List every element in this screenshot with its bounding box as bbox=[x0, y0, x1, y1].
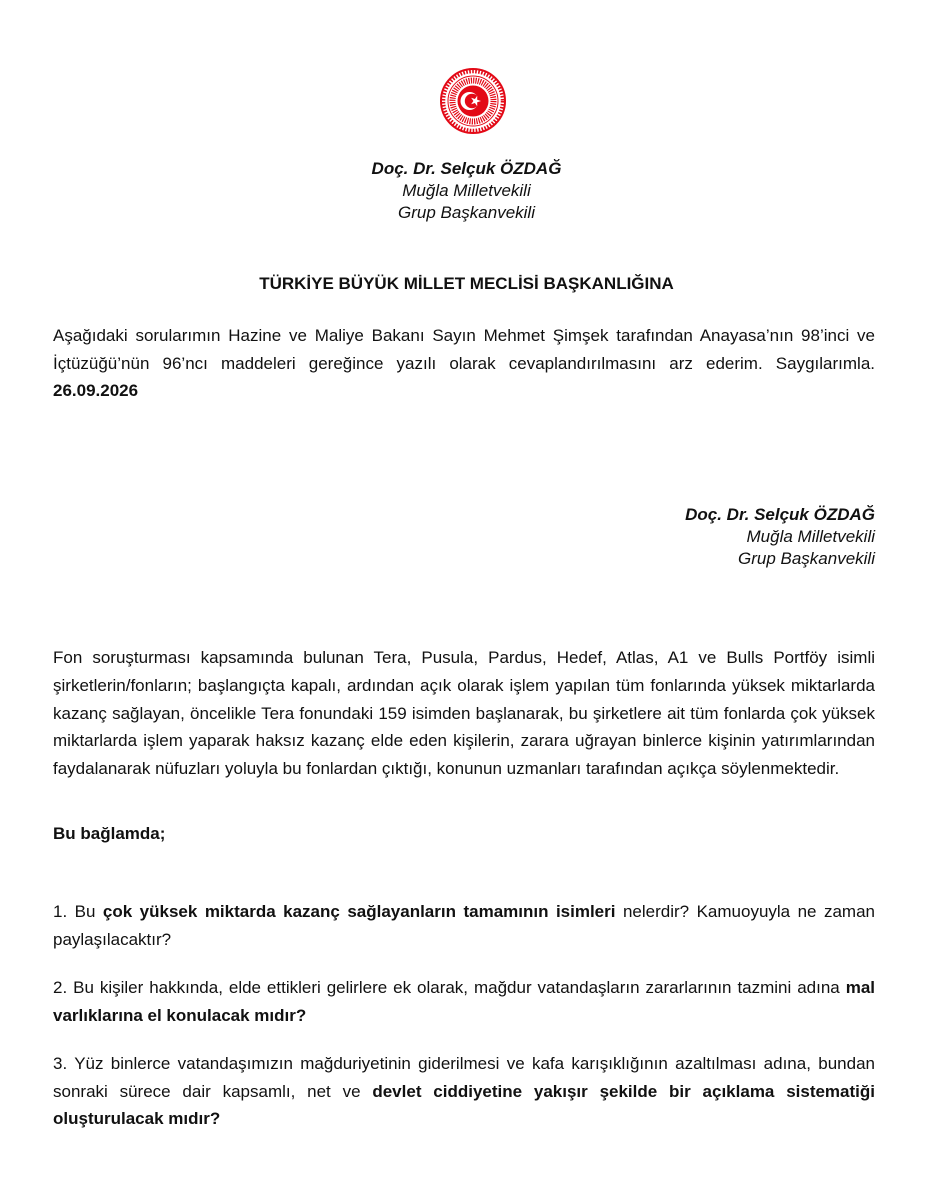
question-3 bbox=[53, 1050, 875, 1133]
signature-block bbox=[685, 504, 875, 570]
question-emphasis: devlet ciddiyetine yakışır şekilde bir açıklama sistematiği oluşturulacak mıdır? bbox=[53, 1081, 875, 1128]
header-name: Doç. Dr. Selçuk ÖZDAĞ bbox=[371, 159, 562, 178]
recipient-heading: TÜRKİYE BÜYÜK MİLLET MECLİSİ BAŞKANLIĞINA bbox=[259, 274, 674, 293]
question-text: 2. Bu kişiler hakkında, elde ettikleri gelirlere ek olarak, mağdur vatandaşların zararlarının tazmini adına bbox=[53, 978, 846, 997]
body-paragraph: Fon soruşturması kapsamında bulunan Tera, Pusula, Pardus, Hedef, Atlas, A1 ve Bulls Portföy isimli şirketlerin/fonların; başlangıçta kapalı, ardından açık olarak işlem yapılan tüm fonlarında yüksek miktarlarda kazanç sağlayan, öncelikle Tera fonundaki 159 isimden başlanarak, bu şirketlere ait tüm fonlarda çok yüksek miktarlarda işlem yaparak haksız kazanç elde eden kişilerin, zarara uğrayan binlerce kişinin yatırımlarından faydalanarak nüfuzları yoluyla bu fonlardan çıktığı, konunun uzmanları tarafından açıkça söylenmektedir. bbox=[53, 648, 875, 779]
signature-title: Grup Başkanvekili bbox=[737, 549, 875, 568]
intro-text: Aşağıdaki sorularımın Hazine ve Maliye Bakanı Sayın Mehmet Şimşek tarafından Anayasa’nın 98’inci ve İçtüzüğü’nün 96’ncı maddeleri gereğince yazılı olarak cevaplandırılmasını arz ederim. Saygılarımla. bbox=[53, 326, 875, 373]
context-label: Bu bağlamda; bbox=[53, 824, 166, 843]
header-block bbox=[0, 158, 933, 224]
question-text: 1. Bu bbox=[53, 902, 103, 921]
question-emphasis: çok yüksek miktarda kazanç sağlayanların tamamının isimleri bbox=[102, 902, 616, 921]
intro-paragraph bbox=[53, 322, 875, 405]
header-role: Muğla Milletvekili bbox=[402, 181, 531, 200]
intro-date: 26.09.2026 bbox=[53, 381, 139, 400]
question-text: 3. Yüz binlerce vatandaşımızın mağduriyetinin giderilmesi ve kafa karışıklığının azaltılması adına, bundan sonraki sürece dair kapsamlı, net ve bbox=[53, 1054, 875, 1101]
signature-role: Muğla Milletvekili bbox=[746, 527, 875, 546]
question-emphasis: mal varlıklarına el konulacak mıdır? bbox=[53, 978, 875, 1025]
tbmm-seal-icon bbox=[440, 68, 506, 134]
question-2 bbox=[53, 974, 875, 1029]
question-text: nelerdir? Kamuoyuyla ne zaman paylaşılacaktır? bbox=[53, 902, 875, 949]
header-title: Grup Başkanvekili bbox=[397, 203, 535, 222]
question-1 bbox=[53, 898, 875, 953]
signature-name: Doç. Dr. Selçuk ÖZDAĞ bbox=[685, 505, 875, 524]
